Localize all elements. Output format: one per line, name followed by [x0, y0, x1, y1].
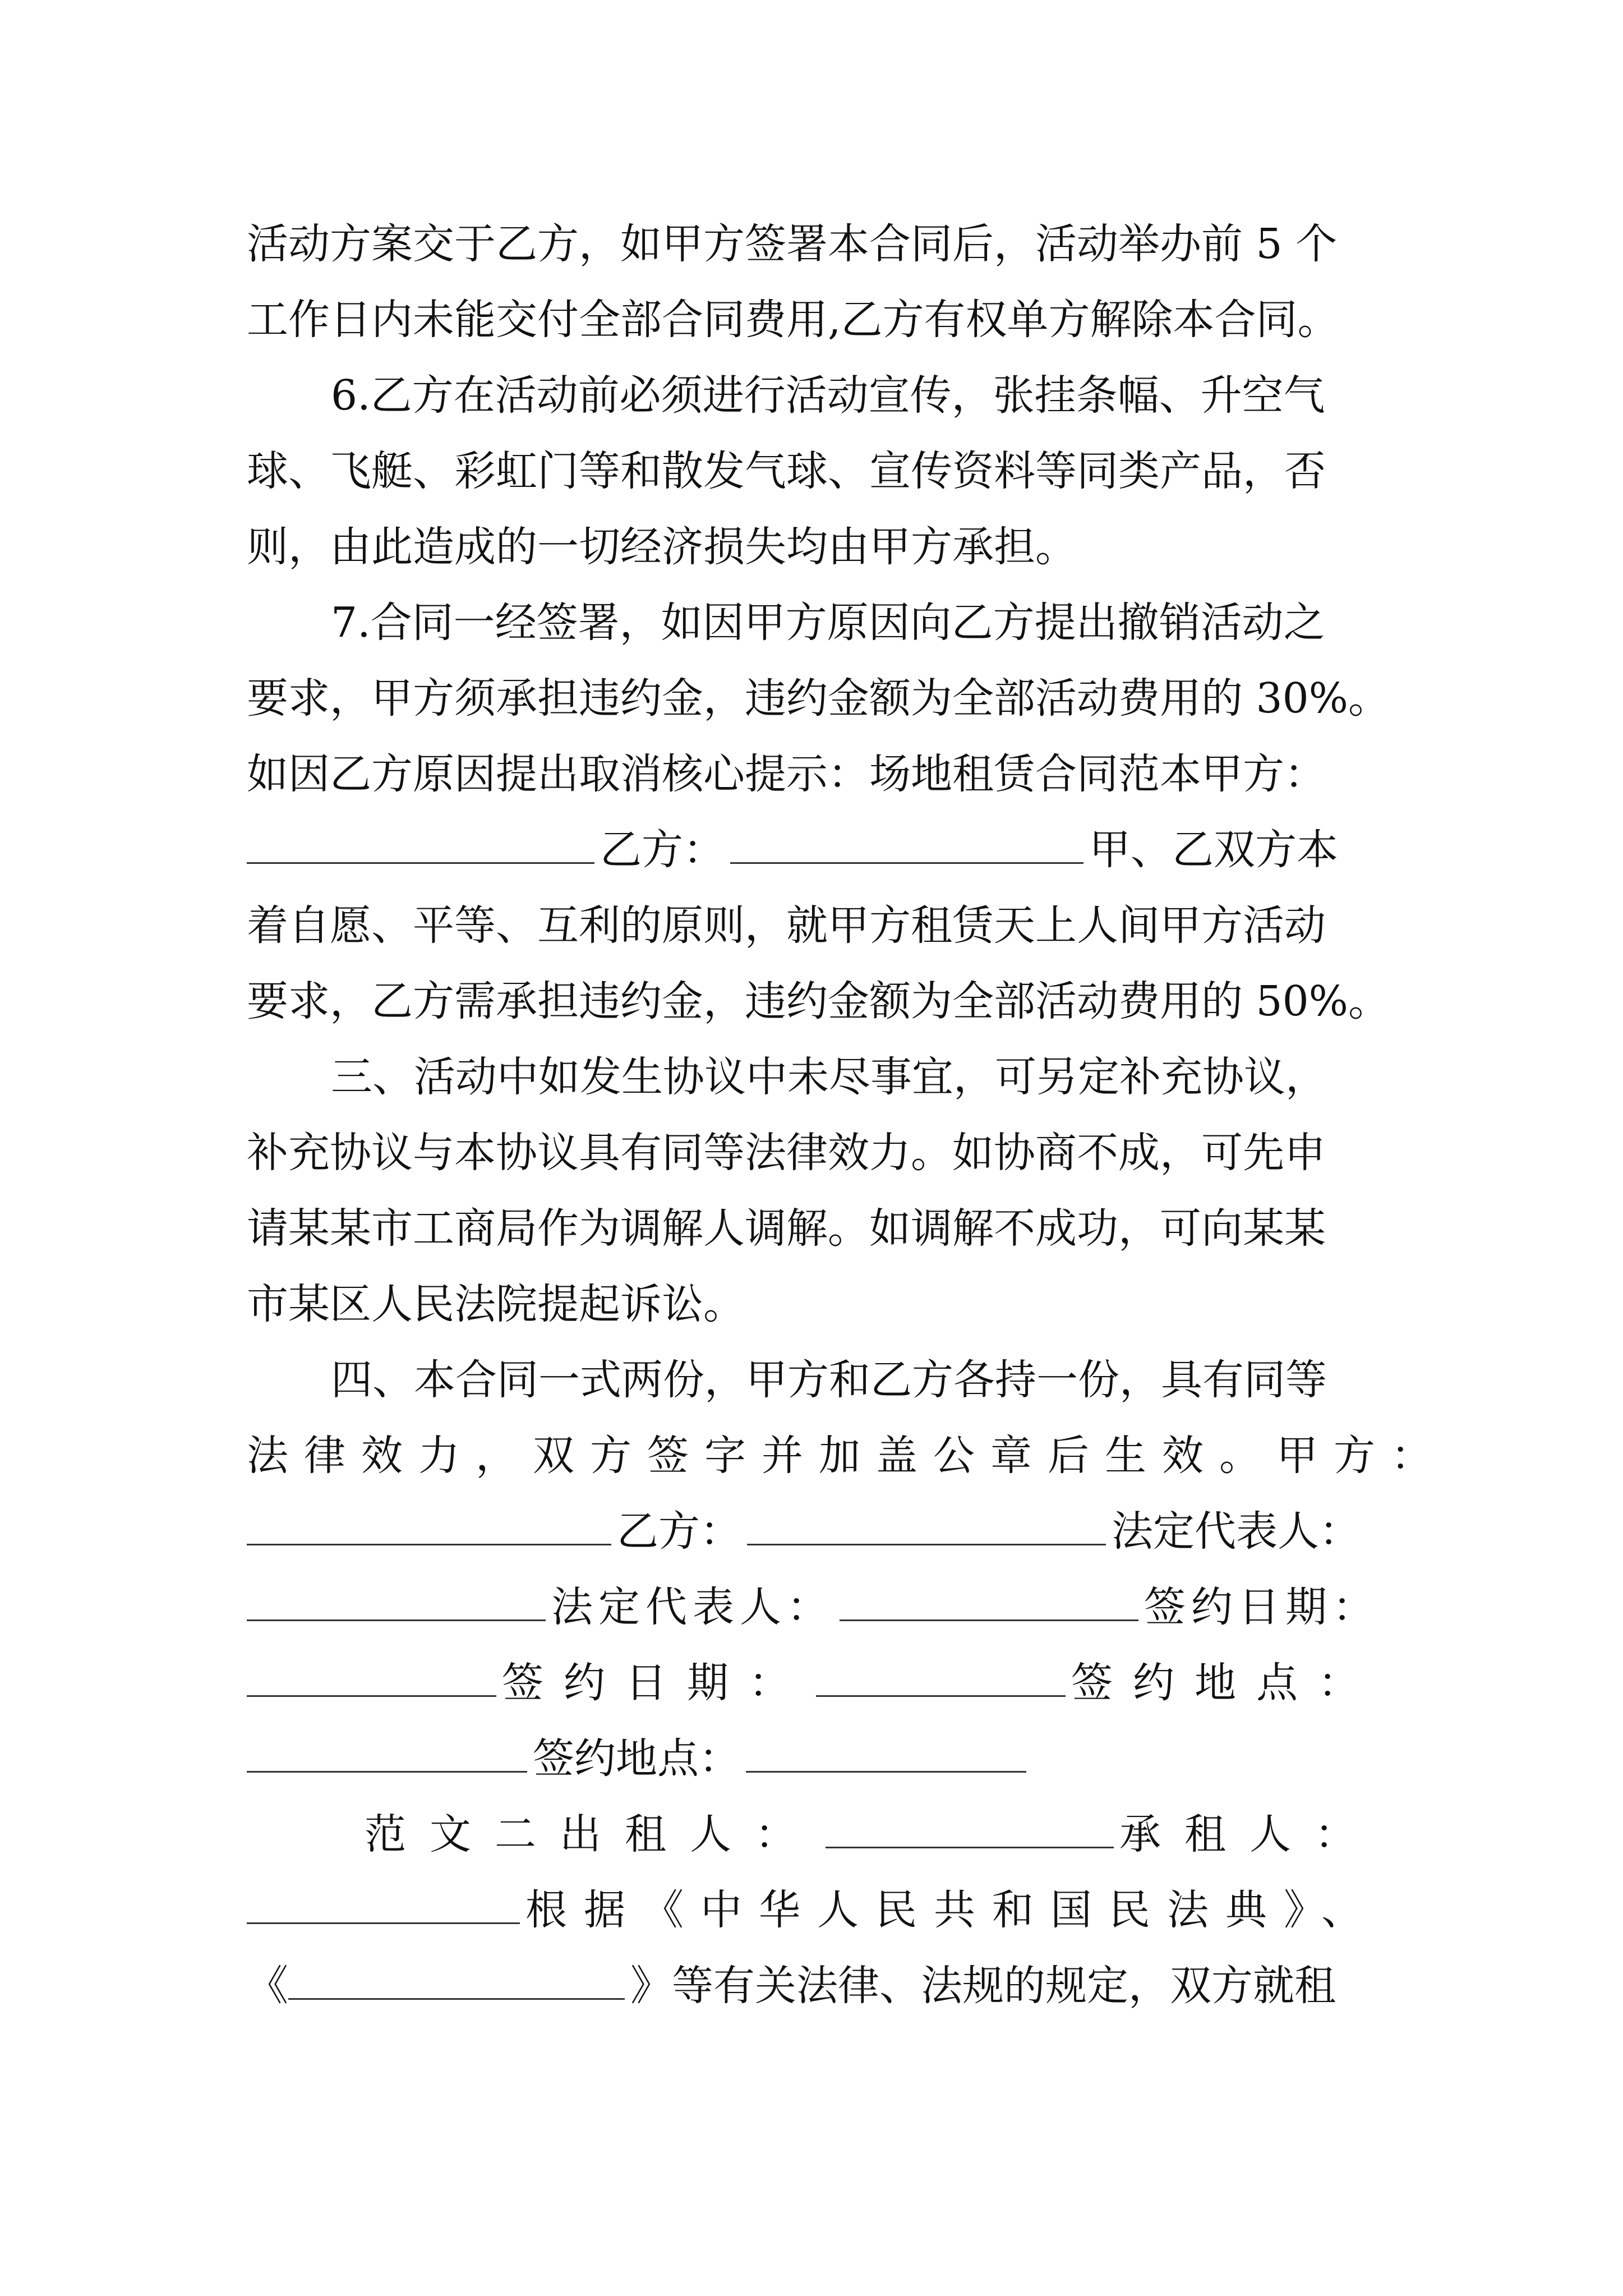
- text-segment: 承租人：: [1119, 1810, 1380, 1858]
- text-segment: 则，由此造成的一切经济损失均由甲方承担。: [247, 523, 1077, 571]
- fill-blank: [247, 1737, 527, 1773]
- paragraph-first-line: [331, 597, 1380, 648]
- fill-blank: [247, 1662, 496, 1697]
- text-segment: 法定代表人：: [1112, 1507, 1361, 1556]
- text-segment: 7.合同一经签署，如因甲方原因向乙方提出撤销活动之: [331, 599, 1325, 647]
- fill-blank: [730, 829, 1083, 864]
- text-segment: 市某区人民法院提起诉讼。: [247, 1280, 745, 1328]
- text-line: [247, 1203, 1380, 1254]
- text-line: [247, 219, 1380, 269]
- text-line: [247, 749, 1380, 799]
- text-segment: 请某某市工商局作为调解人调解。如调解不成功，可向某某: [247, 1204, 1326, 1253]
- signature-line: [247, 1733, 1380, 1784]
- signature-line: [247, 1582, 1380, 1632]
- text-segment: 球、飞艇、彩虹门等和散发气球、宣传资料等同类产品，否: [247, 447, 1326, 495]
- text-segment: 活动方案交于乙方，如甲方签署本合同后，活动举办前 5 个: [247, 220, 1338, 268]
- text-segment: 》等有关法律、法规的规定，双方就租: [630, 1962, 1336, 2010]
- text-segment: 三、活动中如发生协议中未尽事宜，可另定补充协议，: [331, 1053, 1327, 1101]
- signature-line: [247, 1658, 1380, 1708]
- text-segment: 着自愿、平等、互利的原则，就甲方租赁天上人间甲方活动: [247, 901, 1326, 950]
- text-segment: 如因乙方原因提出取消核心提示：场地租赁合同范本甲方：: [247, 750, 1326, 798]
- signature-line: [247, 1506, 1380, 1557]
- text-segment: 签约日期：: [502, 1659, 810, 1707]
- text-segment: 要求，乙方需承担违约金，违约金额为全部活动费用的 50%。: [247, 977, 1390, 1025]
- fill-blank: [746, 1737, 1026, 1773]
- text-line: [247, 522, 1380, 572]
- text-segment: 根据《中华人民共和国民法典》、: [525, 1886, 1380, 1934]
- text-line: [247, 1961, 1380, 2011]
- text-segment: 签约地点：: [533, 1734, 740, 1783]
- text-segment: 工作日内未能交付全部合同费用,乙方有权单方解除本合同。: [247, 296, 1339, 344]
- text-segment: 补充协议与本协议具有同等法律效力。如协商不成，可先申: [247, 1129, 1326, 1177]
- text-line: [365, 1809, 1380, 1860]
- fill-blank: [247, 1510, 611, 1545]
- text-line: [247, 295, 1380, 345]
- text-segment: 乙方：: [600, 826, 725, 874]
- fill-blank: [247, 1586, 546, 1621]
- fill-blank: [747, 1510, 1106, 1545]
- text-segment: 法律效力，双方签字并加盖公章后生效。甲方：: [247, 1432, 1448, 1480]
- text-line: [247, 1128, 1380, 1178]
- paragraph-first-line: [331, 1355, 1380, 1405]
- text-segment: 签约日期：: [1144, 1583, 1380, 1631]
- fill-blank: [816, 1662, 1066, 1697]
- text-segment: 四、本合同一式两份，甲方和乙方各持一份，具有同等: [331, 1356, 1327, 1404]
- text-line: [247, 446, 1380, 496]
- text-line: [247, 1885, 1380, 1935]
- text-segment: 乙方：: [617, 1507, 741, 1556]
- text-segment: 签约地点：: [1071, 1659, 1380, 1707]
- text-segment: 法定代表人：: [551, 1583, 834, 1631]
- fill-blank: [840, 1586, 1138, 1621]
- text-line: [247, 900, 1380, 951]
- text-segment: 甲、乙双方本: [1089, 826, 1338, 874]
- text-line: [247, 976, 1390, 1027]
- fill-blank: [247, 1889, 520, 1924]
- fill-blank: [826, 1813, 1114, 1848]
- fill-blank: [288, 1964, 625, 2000]
- paragraph-first-line: [331, 370, 1380, 421]
- text-segment: 《: [247, 1962, 288, 2010]
- text-segment: 要求，甲方须承担违约金，违约金额为全部活动费用的 30%。: [247, 674, 1390, 723]
- text-segment: 6.乙方在活动前必须进行活动宣传，张挂条幅、升空气: [331, 371, 1325, 420]
- text-line: [247, 825, 1380, 875]
- paragraph-first-line: [331, 1052, 1380, 1102]
- text-line: [247, 1279, 1380, 1329]
- fill-blank: [247, 829, 594, 864]
- text-line: [247, 1430, 1448, 1481]
- text-line: [247, 673, 1390, 724]
- text-segment: 范文二出租人：: [365, 1810, 820, 1858]
